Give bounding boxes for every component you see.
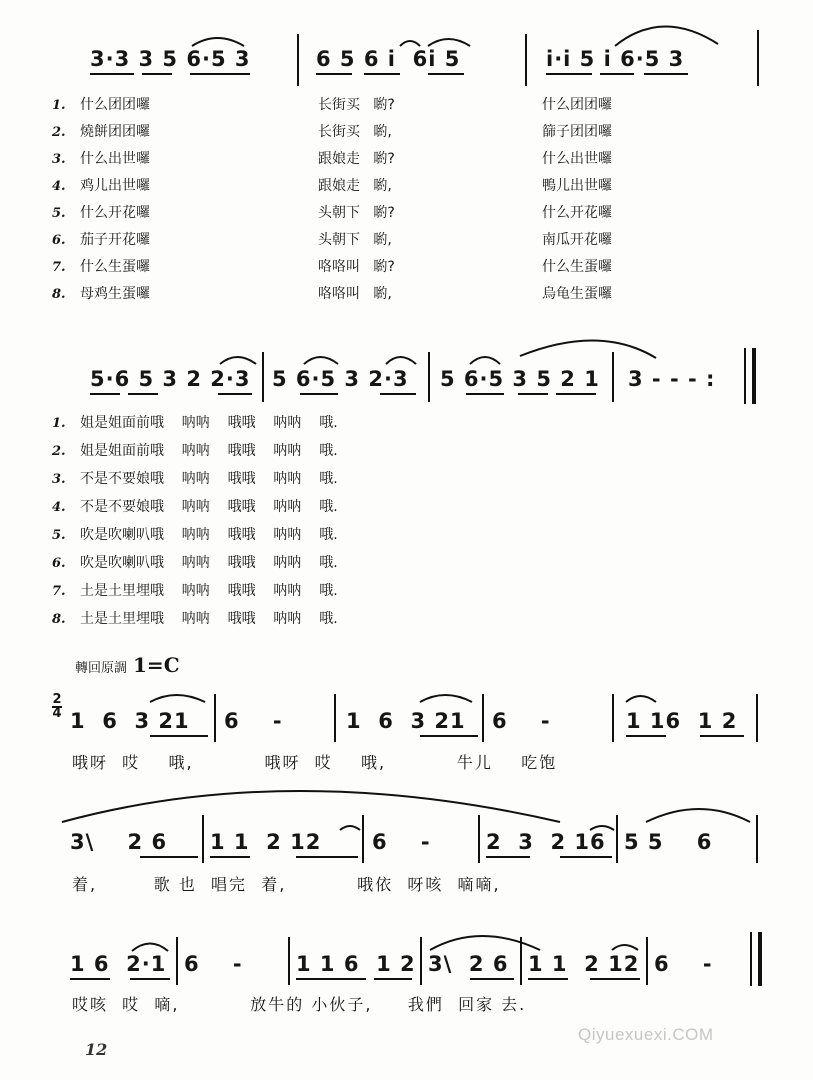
verse-b-3: 3. 不是不要娘哦 呐呐 哦哦 呐呐 哦.: [52, 471, 338, 487]
lyrics-c1: 哦呀 哎 哦, 哦呀 哎 哦, 牛儿 吃饱: [72, 753, 558, 772]
barline: [176, 937, 178, 985]
verse-a-7-mid: 咯咯叫 喲?: [318, 259, 395, 275]
barline: [525, 34, 527, 86]
notation-c2-m2: 1 1 2 12: [210, 830, 322, 854]
verse-a-2: 2. 燒餅团团囉: [52, 124, 150, 140]
beam: [528, 978, 568, 980]
notation-b-2: 5 6·5 3 2·3: [272, 367, 409, 391]
beam: [90, 73, 134, 75]
beam: [150, 735, 208, 737]
beam: [380, 393, 416, 395]
beam: [140, 856, 198, 858]
final-barline: [758, 932, 762, 986]
beam: [374, 978, 412, 980]
beam: [486, 856, 530, 858]
verse-b-1: 1. 姐是姐面前哦 呐呐 哦哦 呐呐 哦.: [52, 415, 338, 431]
beam: [590, 978, 640, 980]
beam: [560, 856, 612, 858]
time-signature: [52, 694, 62, 720]
notation-c3-m2: 6 -: [184, 952, 243, 976]
beam: [210, 856, 250, 858]
page-number: 12: [85, 1040, 108, 1059]
verse-a-1-mid: 长街买 喲?: [318, 97, 395, 113]
verse-a-8-end: 烏龟生蛋囉: [542, 286, 612, 302]
beam: [470, 978, 514, 980]
notation-c1-m5: 1 16 1 2: [626, 709, 738, 733]
notation-b-1: 5·6 5 3 2 2·3: [90, 367, 251, 391]
notation-c1-m3: 1 6 3 21: [346, 709, 466, 733]
barline: [482, 694, 484, 742]
beam: [130, 978, 170, 980]
barline: [757, 30, 759, 86]
notation-a-2: 6 5 6 i 6i 5: [316, 47, 461, 71]
notation-a-1: 3·3 3 5 6·5 3: [90, 47, 251, 71]
beam: [190, 73, 250, 75]
verse-a-3-mid: 跟娘走 喲?: [318, 151, 395, 167]
notation-c3-m1: 1 6 2·1: [70, 952, 167, 976]
verse-a-1-end: 什么团团囉: [542, 97, 612, 113]
verse-a-3-end: 什么出世囉: [542, 151, 612, 167]
verse-a-8: 8. 母鸡生蛋囉: [52, 286, 150, 302]
barline: [616, 815, 618, 863]
barline: [744, 348, 746, 404]
notation-c3-m4: 3\ 2 6: [428, 952, 509, 976]
barline: [334, 694, 336, 742]
barline: [297, 34, 299, 86]
beam: [70, 978, 110, 980]
barline: [646, 937, 648, 985]
verse-a-4-mid: 跟娘走 喲,: [318, 178, 392, 194]
notation-c2-m3: 6 -: [372, 830, 431, 854]
verse-b-2: 2. 姐是姐面前哦 呐呐 哦哦 呐呐 哦.: [52, 443, 338, 459]
beam: [128, 393, 158, 395]
beam: [218, 393, 252, 395]
barline: [756, 815, 758, 863]
barline: [478, 815, 480, 863]
beam: [466, 393, 504, 395]
notation-c3-m5: 1 1 2 12: [528, 952, 640, 976]
key-signature: [75, 653, 180, 677]
barline: [262, 352, 264, 402]
notation-a-3: i·i 5 i 6·5 3: [546, 47, 685, 71]
barline: [420, 937, 422, 985]
beam: [644, 73, 688, 75]
beam: [428, 73, 464, 75]
tempo-label: 轉回原調: [75, 661, 128, 676]
verse-a-7-end: 什么生蛋囉: [542, 259, 612, 275]
verse-a-2-mid: 长街买 喲,: [318, 124, 392, 140]
watermark: Qiyuexuexi.COM: [578, 1025, 714, 1044]
beam: [296, 978, 366, 980]
notation-c3-m6: 6 -: [654, 952, 713, 976]
barline: [756, 694, 758, 742]
lyrics-c2: 着, 歌 也 唱完 着, 哦依 呀咳 嘀嘀,: [72, 875, 501, 894]
barline: [214, 694, 216, 742]
notation-b-4: 3 - - - :: [628, 367, 716, 391]
time-sig-bottom: 4: [52, 706, 62, 721]
verse-b-5: 5. 吹是吹喇叭哦 呐呐 哦哦 呐呐 哦.: [52, 527, 338, 543]
beam: [142, 73, 172, 75]
verse-a-2-end: 篩子团团囉: [542, 124, 612, 140]
beam: [626, 735, 666, 737]
verse-a-3: 3. 什么出世囉: [52, 151, 150, 167]
verse-b-8: 8. 土是土里埋哦 呐呐 哦哦 呐呐 哦.: [52, 611, 338, 627]
barline: [428, 352, 430, 402]
beam: [700, 735, 744, 737]
verse-a-7: 7. 什么生蛋囉: [52, 259, 150, 275]
key-label: 1=C: [133, 653, 180, 677]
barline: [612, 694, 614, 742]
verse-a-4-end: 鴨儿出世囉: [542, 178, 612, 194]
verse-a-6: 6. 茄子开花囉: [52, 232, 150, 248]
beam: [296, 856, 358, 858]
notation-c2-m1: 3\ 2 6: [70, 830, 168, 854]
beam: [518, 393, 548, 395]
notation-c1-m1: 1 6 3 21: [70, 709, 190, 733]
verse-a-6-mid: 头朝下 喲,: [318, 232, 392, 248]
verse-b-4: 4. 不是不要娘哦 呐呐 哦哦 呐呐 哦.: [52, 499, 338, 515]
verse-b-6: 6. 吹是吹喇叭哦 呐呐 哦哦 呐呐 哦.: [52, 555, 338, 571]
notation-c2-m4: 2 3 2 16: [486, 830, 606, 854]
barline: [612, 352, 614, 402]
verse-a-6-end: 南瓜开花囉: [542, 232, 612, 248]
beam: [316, 73, 352, 75]
barline: [362, 815, 364, 863]
barline: [750, 932, 752, 986]
notation-b-3: 5 6·5 3 5 2 1: [440, 367, 600, 391]
beam: [600, 73, 634, 75]
end-repeat-barline: [752, 348, 756, 404]
beam: [300, 393, 338, 395]
notation-c2-m5: 5 5 6: [624, 830, 713, 854]
verse-a-8-mid: 咯咯叫 喲,: [318, 286, 392, 302]
barline: [520, 937, 522, 985]
beam: [364, 73, 400, 75]
barline: [202, 815, 204, 863]
verse-a-5-end: 什么开花囉: [542, 205, 612, 221]
verse-b-7: 7. 土是土里埋哦 呐呐 哦哦 呐呐 哦.: [52, 583, 338, 599]
beam: [90, 393, 120, 395]
verse-a-1: 1. 什么团团囉: [52, 97, 150, 113]
beam: [556, 393, 596, 395]
notation-c1-m2: 6 -: [224, 709, 283, 733]
notation-c3-m3: 1 1 6 1 2: [296, 952, 416, 976]
verse-a-5-mid: 头朝下 喲?: [318, 205, 395, 221]
beam: [546, 73, 592, 75]
notation-c1-m4: 6 -: [492, 709, 551, 733]
barline: [288, 937, 290, 985]
verse-a-5: 5. 什么开花囉: [52, 205, 150, 221]
verse-a-4: 4. 鸡儿出世囉: [52, 178, 150, 194]
lyrics-c3: 哎咳 哎 嘀, 放牛的 小伙子, 我們 回家 去.: [72, 995, 527, 1014]
beam: [420, 735, 478, 737]
time-sig-top: 2: [52, 692, 62, 707]
